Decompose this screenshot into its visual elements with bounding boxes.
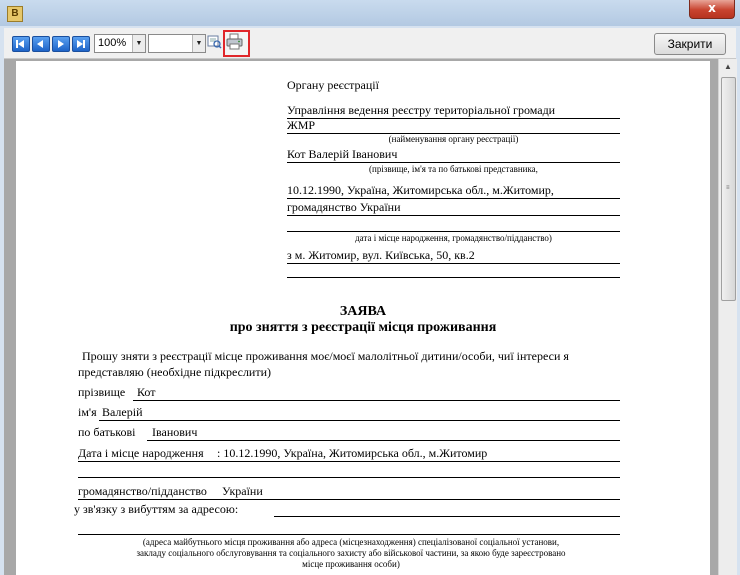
birth-info-line-1: 10.12.1990, Україна, Житомирська обл., м.Житомир, <box>287 183 554 197</box>
chevron-down-icon: ▼ <box>132 35 145 52</box>
document-page <box>16 61 710 575</box>
underline <box>287 277 620 278</box>
underline <box>287 198 620 199</box>
window-close-button[interactable]: x <box>689 0 735 19</box>
document-subtitle: про зняття з реєстрації місця проживання <box>229 320 497 335</box>
underline <box>147 440 620 441</box>
underline <box>287 118 620 119</box>
patronymic-value: Іванович <box>152 425 198 439</box>
firstname-label: ім'я <box>78 405 97 419</box>
underline <box>287 231 620 232</box>
scrollbar-thumb[interactable] <box>721 77 736 301</box>
dob-label: Дата і місце народження <box>78 446 204 460</box>
underline <box>78 477 620 478</box>
underline <box>133 400 620 401</box>
underline <box>287 263 620 264</box>
future-address-caption-1: (адреса майбутнього місця проживання або адреса (місцезнаходження) спеціалізованої соціальної установи, <box>142 537 560 547</box>
underline <box>287 215 620 216</box>
surname-value: Кот <box>137 385 156 399</box>
underline <box>99 420 620 421</box>
page-select[interactable] <box>148 34 206 53</box>
chevron-left-icon <box>37 40 43 48</box>
printer-icon <box>225 32 244 51</box>
last-page-button[interactable] <box>72 36 90 52</box>
report-viewport <box>4 59 718 575</box>
zoom-select[interactable] <box>94 34 146 53</box>
patronymic-label: по батькові <box>78 425 136 439</box>
request-text-line-2: представляю (необхідне підкреслити) <box>78 365 272 379</box>
representative-name: Кот Валерій Іванович <box>287 147 398 161</box>
title-bar <box>0 0 740 26</box>
chevron-down-icon: ▼ <box>192 35 205 52</box>
previous-page-button[interactable] <box>32 36 50 52</box>
underline <box>78 499 620 500</box>
current-address: з м. Житомир, вул. Київська, 50, кв.2 <box>287 248 475 262</box>
viewer-toolbar <box>4 28 736 59</box>
departure-label: у зв'язку з вибуттям за адресою: <box>74 502 239 516</box>
underline <box>78 461 620 462</box>
print-button[interactable] <box>223 30 250 57</box>
next-page-button[interactable] <box>52 36 70 52</box>
surname-label: прізвище <box>78 385 126 399</box>
underline <box>274 516 620 517</box>
citizenship-value: України <box>222 484 263 498</box>
scroll-up-icon[interactable]: ▲ <box>724 62 732 71</box>
addressee: Органу реєстрації <box>287 78 379 92</box>
find-icon[interactable] <box>207 35 222 49</box>
name-caption: (прізвище, ім'я та по батькові представника, <box>369 164 538 174</box>
future-address-caption-2: закладу соціального обслуговування та соціального захисту або військової частини, за якою буде зареєстровано <box>136 548 566 558</box>
registration-org-line-2: ЖМР <box>287 118 316 132</box>
vertical-scrollbar[interactable] <box>718 59 737 575</box>
birth-info-line-2: громадянство України <box>287 200 401 214</box>
future-address-caption-3: місце проживання особи) <box>302 559 400 569</box>
app-icon: B <box>7 6 23 22</box>
birth-caption: дата і місце народження, громадянство/підданство) <box>355 233 552 243</box>
document-title: ЗАЯВА <box>339 304 387 319</box>
close-report-button[interactable]: Закрити <box>654 33 726 55</box>
registration-org-line-1: Управління ведення реєстру територіальної громади <box>287 103 556 117</box>
request-text-line-1: Прошу зняти з реєстрації місце проживання моє/моєї малолітньої дитини/особи, чиї інтереси я <box>82 349 569 363</box>
grip-icon: ≡ <box>726 185 730 191</box>
first-page-button[interactable] <box>12 36 30 52</box>
org-caption: (найменування органу реєстрації) <box>388 134 519 144</box>
dob-value: : 10.12.1990, Україна, Житомирська обл., м.Житомир <box>217 446 488 460</box>
chevron-right-icon <box>58 40 64 48</box>
firstname-value: Валерій <box>102 405 143 419</box>
underline <box>78 534 620 535</box>
underline <box>287 162 620 163</box>
zoom-value: 100% <box>98 37 127 49</box>
citizenship-label: громадянство/підданство <box>78 484 207 498</box>
